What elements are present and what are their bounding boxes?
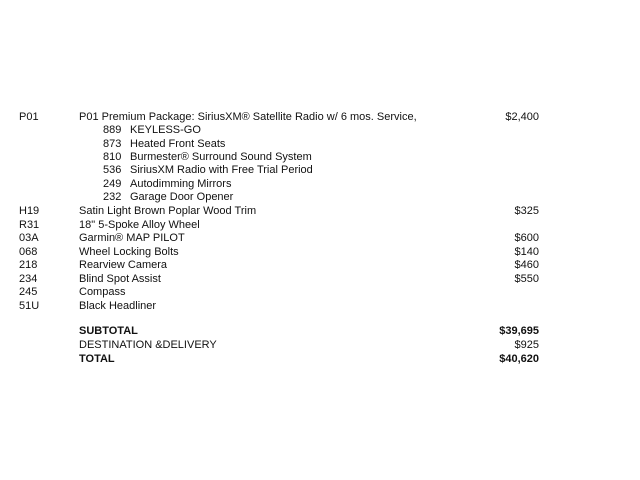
package-item xyxy=(0,138,640,151)
package-item-code: 889 xyxy=(103,124,122,136)
subtotal-row xyxy=(0,325,640,338)
option-row-245 xyxy=(0,286,640,299)
option-row-p01 xyxy=(0,111,640,124)
option-description: Compass xyxy=(79,286,126,298)
package-item-code: 810 xyxy=(103,151,122,163)
option-description: P01 Premium Package: SiriusXM® Satellite Radio w/ 6 mos. Service, xyxy=(79,111,417,123)
destination-row xyxy=(0,339,640,352)
package-item-code: 536 xyxy=(103,164,122,176)
package-item-description: Autodimming Mirrors xyxy=(130,178,232,190)
package-item xyxy=(0,164,640,177)
package-item-description: KEYLESS-GO xyxy=(130,124,201,136)
option-description: Blind Spot Assist xyxy=(79,273,161,285)
option-row-218 xyxy=(0,259,640,272)
destination-label: DESTINATION &DELIVERY xyxy=(79,339,217,351)
option-code: 068 xyxy=(19,246,38,258)
option-price: $325 xyxy=(514,205,539,217)
total-value: $40,620 xyxy=(499,353,539,365)
option-row-51u xyxy=(0,300,640,313)
option-code: 234 xyxy=(19,273,38,285)
package-item-description: Garage Door Opener xyxy=(130,191,234,203)
option-price: $550 xyxy=(514,273,539,285)
option-code: P01 xyxy=(19,111,39,123)
option-row-r31 xyxy=(0,219,640,232)
option-description: Garmin® MAP PILOT xyxy=(79,232,185,244)
subtotal-label: SUBTOTAL xyxy=(79,325,138,337)
option-row-03a xyxy=(0,232,640,245)
option-price: $460 xyxy=(514,259,539,271)
option-code: 245 xyxy=(19,286,38,298)
option-code: R31 xyxy=(19,219,40,231)
total-label: TOTAL xyxy=(79,353,115,365)
option-price: $2,400 xyxy=(505,111,539,123)
subtotal-value: $39,695 xyxy=(499,325,539,337)
option-code: 218 xyxy=(19,259,38,271)
package-item xyxy=(0,191,640,204)
package-item-code: 232 xyxy=(103,191,122,203)
option-price: $600 xyxy=(514,232,539,244)
option-price: $140 xyxy=(514,246,539,258)
option-description: Rearview Camera xyxy=(79,259,168,271)
package-item-code: 249 xyxy=(103,178,122,190)
package-item-code: 873 xyxy=(103,138,122,150)
option-description: Satin Light Brown Poplar Wood Trim xyxy=(79,205,257,217)
option-row-234 xyxy=(0,273,640,286)
option-row-h19 xyxy=(0,205,640,218)
option-row-068 xyxy=(0,246,640,259)
option-description: 18" 5-Spoke Alloy Wheel xyxy=(79,219,200,231)
option-description: Wheel Locking Bolts xyxy=(79,246,179,258)
package-item xyxy=(0,178,640,191)
package-item xyxy=(0,124,640,137)
total-row xyxy=(0,353,640,366)
package-item-description: SiriusXM Radio with Free Trial Period xyxy=(130,164,313,176)
option-description: Black Headliner xyxy=(79,300,157,312)
option-code: 51U xyxy=(19,300,40,312)
destination-value: $925 xyxy=(514,339,539,351)
option-code: H19 xyxy=(19,205,40,217)
package-item-description: Burmester® Surround Sound System xyxy=(130,151,312,163)
option-code: 03A xyxy=(19,232,39,244)
package-item-description: Heated Front Seats xyxy=(130,138,226,150)
package-item xyxy=(0,151,640,164)
